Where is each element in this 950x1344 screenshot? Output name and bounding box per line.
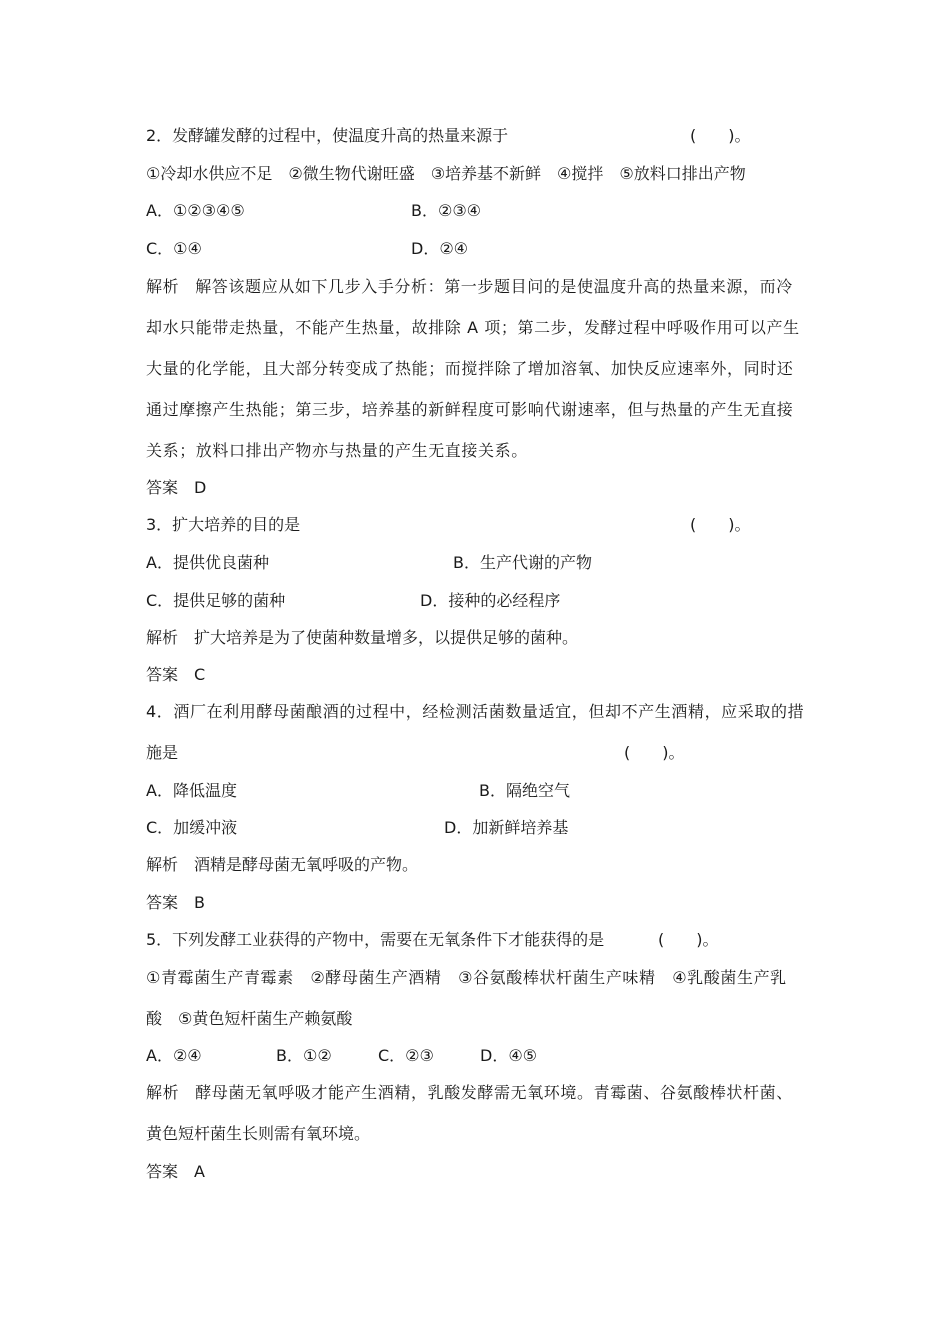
q5-analysis-label: 解析 [146, 1083, 180, 1102]
q3-option-d: D．接种的必经程序 [420, 591, 561, 610]
q5-analysis-line-2: 黄色短杆菌生长则需有氧环境。 [146, 1124, 371, 1143]
q2-option-c: C．①④ [146, 239, 202, 258]
q3-analysis-label: 解析 [146, 628, 179, 647]
q2-analysis-line-5: 关系；放料口排出产物亦与热量的产生无直接关系。 [146, 441, 528, 460]
q3-option-c: C．提供足够的菌种 [146, 591, 286, 610]
q4-stem-line-2: 施是 [146, 743, 179, 762]
q2-answer-paren: ( )。 [690, 126, 751, 145]
q3-stem: 3．扩大培养的目的是 [146, 515, 301, 534]
q4-analysis: 解析 酒精是酵母菌无氧呼吸的产物。 [146, 855, 419, 874]
q3-option-b: B．生产代谢的产物 [453, 553, 592, 572]
q5-items-line-1: ①青霉菌生产青霉素 ②酵母菌生产酒精 ③谷氨酸棒状杆菌生产味精 ④乳酸菌生产乳 [146, 968, 787, 987]
q5-option-a: A．②④ [146, 1046, 202, 1065]
q2-analysis-label: 解析 [146, 277, 180, 296]
q5-answer [146, 1162, 205, 1182]
q4-analysis-label: 解析 [146, 855, 179, 874]
q3-answer [146, 665, 205, 685]
q2-analysis-line-2: 却水只能带走热量，不能产生热量，故排除 A 项；第二步，发酵过程中呼吸作用可以产生 [146, 318, 800, 337]
q3-answer-label: 答案 [146, 665, 179, 684]
q5-answer-paren: ( )。 [658, 930, 719, 949]
q4-stem-line-1: 4．酒厂在利用酵母菌酿酒的过程中，经检测活菌数量适宜，但却不产生酒精，应采取的措 [146, 702, 805, 721]
q4-option-a: A．降低温度 [146, 781, 237, 800]
q4-answer-label: 答案 [146, 893, 179, 912]
q3-answer-paren: ( )。 [690, 515, 751, 534]
q2-option-b: B．②③④ [411, 201, 482, 220]
q5-items-line-2: 酸 ⑤黄色短杆菌生产赖氨酸 [146, 1009, 353, 1028]
q4-answer-value: B [194, 893, 205, 912]
q2-answer [146, 478, 206, 498]
q2-stem: 2．发酵罐发酵的过程中，使温度升高的热量来源于 [146, 126, 509, 145]
q5-option-b: B．①② [276, 1046, 332, 1065]
q5-answer-label: 答案 [146, 1162, 179, 1181]
q2-answer-label: 答案 [146, 478, 179, 497]
q2-option-d: D．②④ [411, 239, 469, 258]
q4-option-b: B．隔绝空气 [479, 781, 570, 800]
q3-analysis: 解析 扩大培养是为了使菌种数量增多，以提供足够的菌种。 [146, 628, 579, 647]
q4-option-d: D．加新鲜培养基 [444, 818, 569, 837]
q5-stem: 5．下列发酵工业获得的产物中，需要在无氧条件下才能获得的是 [146, 930, 605, 949]
q4-answer-paren: ( )。 [624, 743, 685, 762]
q5-option-d: D．④⑤ [480, 1046, 538, 1065]
q4-answer [146, 893, 205, 913]
q5-answer-value: A [194, 1162, 205, 1181]
q2-option-a: A．①②③④⑤ [146, 201, 245, 220]
q5-analysis-line-1: 解析 酵母菌无氧呼吸才能产生酒精，乳酸发酵需无氧环境。青霉菌、谷氨酸棒状杆菌、 [146, 1083, 793, 1102]
q3-option-a: A．提供优良菌种 [146, 553, 269, 572]
q2-analysis-line-3: 大量的化学能，且大部分转变成了热能；而搅拌除了增加溶氧、加快反应速率外，同时还 [146, 359, 794, 378]
q2-analysis-line-4: 通过摩擦产生热能；第三步，培养基的新鲜程度可影响代谢速率，但与热量的产生无直接 [146, 400, 794, 419]
q5-option-c: C．②③ [378, 1046, 434, 1065]
q3-answer-value: C [194, 665, 206, 684]
q2-answer-value: D [194, 478, 207, 497]
q2-analysis-line-1: 解析 解答该题应从如下几步入手分析：第一步题目问的是使温度升高的热量来源，而冷 [146, 277, 793, 296]
q2-items: ①冷却水供应不足 ②微生物代谢旺盛 ③培养基不新鲜 ④搅拌 ⑤放料口排出产物 [146, 164, 746, 183]
q4-option-c: C．加缓冲液 [146, 818, 238, 837]
